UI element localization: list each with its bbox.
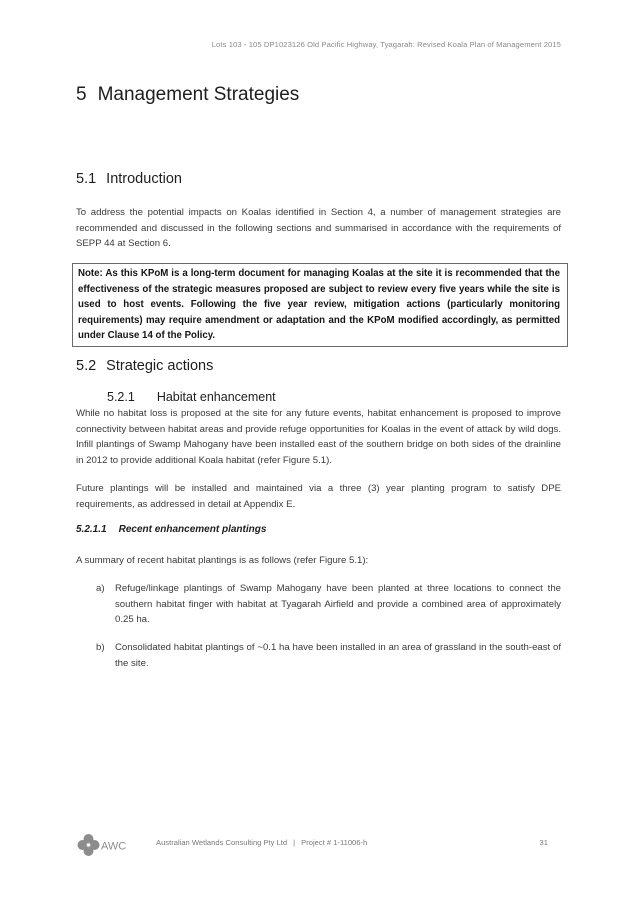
habitat-enhancement-heading	[107, 390, 276, 404]
list-item-text: Refuge/linkage plantings of Swamp Mahogany have been planted at three locations to connect the southern habitat finger with habitat at Tyagarah Airfield and provide a combined area of approximately 0.25 ha.	[115, 583, 561, 626]
footer-separator: |	[293, 838, 296, 847]
list-item-text: Consolidated habitat plantings of ~0.1 ha have been installed in an area of grassland in the south-east of the site.	[115, 642, 561, 669]
strategic-actions-title: Strategic actions	[106, 358, 214, 374]
footer-company: Australian Wetlands Consulting Pty Ltd	[156, 838, 288, 847]
habitat-paragraph-2: Future plantings will be installed and maintained via a three (3) year planting program to satisfy DPE requirements, as addressed in detail at Appendix E.	[76, 483, 561, 510]
list-item	[96, 581, 561, 628]
list-item-label: b)	[96, 642, 105, 653]
recent-plantings-number: 5.2.1.1	[76, 524, 107, 535]
recent-plantings-summary: A summary of recent habitat plantings is as follows (refer Figure 5.1):	[76, 555, 369, 566]
section-number: 5	[76, 84, 87, 105]
awc-logo-text: AWC	[101, 840, 127, 853]
running-header: Lots 103 - 105 DP1023126 Old Pacific Highway, Tyagarah: Revised Koala Plan of Management 2015	[211, 40, 561, 49]
habitat-paragraph-1: While no habitat loss is proposed at the site for any future events, habitat enhancement is proposed to improve connectivity between habitat areas and provide refuge opportunities for Koalas in the event of attack by wild dogs. Infill plantings of Swamp Mahogany have been installed east of the southern bridge on both sides of the drainline in 2012 to provide additional Koala habitat (refer Figure 5.1).	[76, 408, 561, 466]
list-item	[96, 640, 561, 671]
page-number: 31	[539, 838, 548, 847]
awc-logo-mark-icon	[76, 832, 136, 858]
footer-text	[156, 838, 367, 847]
recent-plantings-title: Recent enhancement plantings	[118, 524, 267, 535]
note-box: Note: As this KPoM is a long-term document for managing Koalas at the site it is recommended that the effectiveness of the strategic measures proposed are subject to review every five years while the site is used to host events. Following the five year review, mitigation actions (particularly monitoring requirements) may require amendment or adaptation and the KPoM modified accordingly, as permitted under Clause 14 of the Policy.	[72, 263, 568, 347]
introduction-heading	[76, 171, 182, 187]
strategic-actions-number: 5.2	[76, 358, 97, 374]
habitat-enhancement-number: 5.2.1	[107, 390, 135, 404]
introduction-title: Introduction	[106, 171, 182, 187]
introduction-paragraph: To address the potential impacts on Koalas identified in Section 4, a number of management strategies are recommended and discussed in the following sections and summarised in accordance with the requirements of SEPP 44 at Section 6.	[76, 207, 561, 250]
section-title: Management Strategies	[97, 84, 300, 105]
habitat-enhancement-title: Habitat enhancement	[156, 390, 276, 404]
section-heading	[76, 84, 299, 106]
footer-project: Project # 1-11006-h	[301, 838, 368, 847]
introduction-number: 5.1	[76, 171, 97, 187]
list-item-label: a)	[96, 583, 105, 594]
strategic-actions-heading	[76, 358, 213, 374]
awc-logo	[76, 832, 136, 858]
recent-plantings-heading	[76, 524, 266, 535]
